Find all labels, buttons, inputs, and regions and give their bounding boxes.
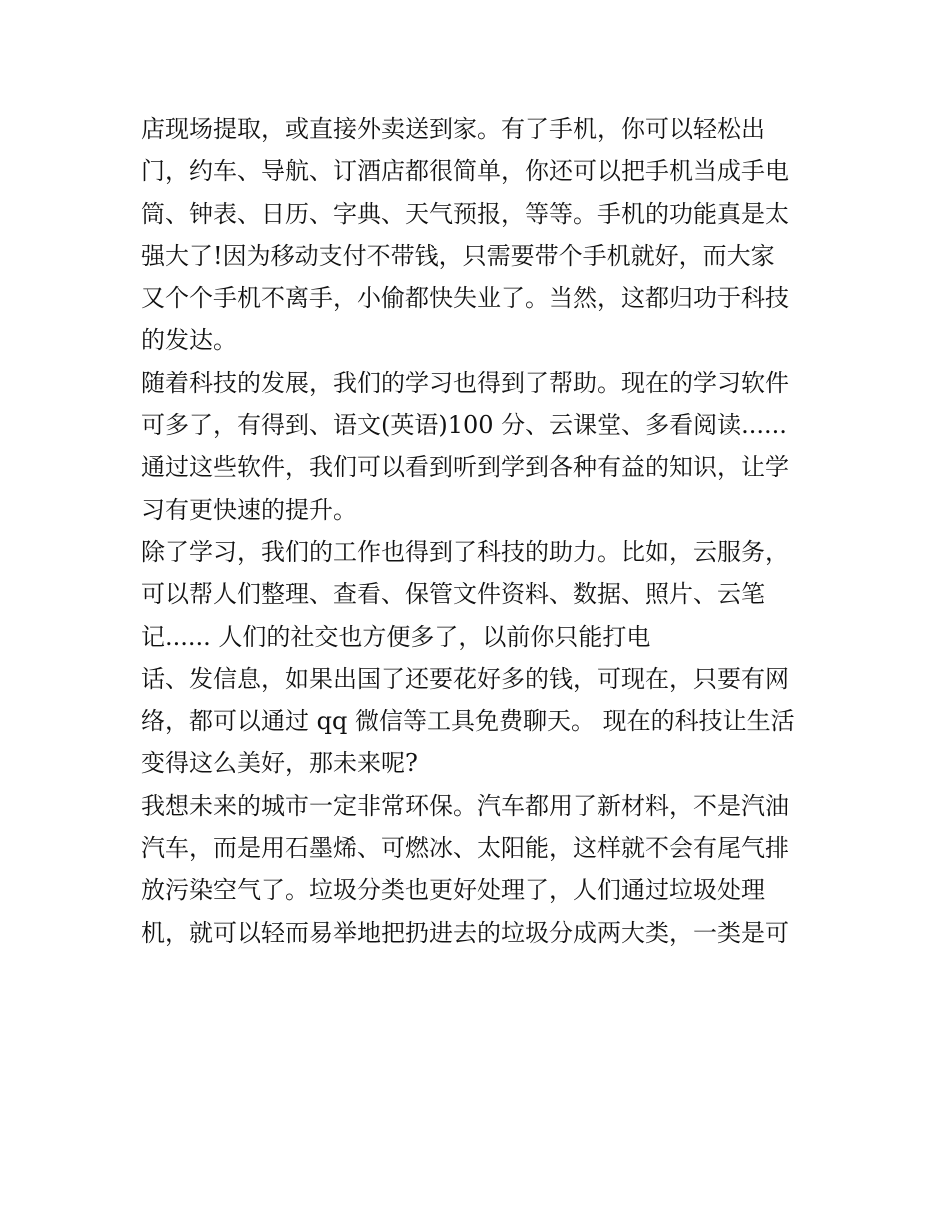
text-line: 可以帮人们整理、查看、保管文件资料、数据、照片、云笔	[141, 580, 765, 609]
text-line: 话、发信息，如果出国了还要花好多的钱，可现在，只要有网	[141, 664, 789, 693]
text-line: 我想未来的城市一定非常环保。汽车都用了新材料，不是汽油	[141, 791, 789, 820]
text-line: 变得这么美好，那未来呢?	[141, 749, 418, 778]
text-line: 络，都可以通过 qq 微信等工具免费聊天。 现在的科技让生活	[141, 707, 795, 736]
text-line: 可多了，有得到、语文(英语)100 分、云课堂、多看阅读......	[141, 411, 787, 440]
text-line: 的发达。	[141, 326, 237, 355]
text-line: 记...... 人们的社交也方便多了，以前你只能打电	[141, 622, 651, 651]
text-line: 通过这些软件，我们可以看到听到学到各种有益的知识，让学	[141, 453, 789, 482]
text-line: 强大了!因为移动支付不带钱，只需要带个手机就好，而大家	[141, 241, 775, 270]
text-line: 机，就可以轻而易举地把扔进去的垃圾分成两大类，一类是可	[141, 918, 789, 947]
body-text	[141, 108, 821, 954]
text-line: 汽车，而是用石墨烯、可燃冰、太阳能，这样就不会有尾气排	[141, 834, 789, 863]
text-line: 放污染空气了。垃圾分类也更好处理了，人们通过垃圾处理	[141, 876, 765, 905]
text-line: 门，约车、导航、订酒店都很简单，你还可以把手机当成手电	[141, 157, 789, 186]
text-line: 店现场提取，或直接外卖送到家。有了手机，你可以轻松出	[141, 115, 765, 143]
text-line: 筒、钟表、日历、字典、天气预报，等等。手机的功能真是太	[141, 199, 789, 228]
text-line: 又个个手机不离手，小偷都快失业了。当然，这都归功于科技	[141, 284, 789, 313]
text-line: 随着科技的发展，我们的学习也得到了帮助。现在的学习软件	[141, 368, 789, 397]
text-line: 除了学习，我们的工作也得到了科技的助力。比如，云服务，	[141, 537, 789, 566]
text-line: 习有更快速的提升。	[141, 495, 357, 524]
